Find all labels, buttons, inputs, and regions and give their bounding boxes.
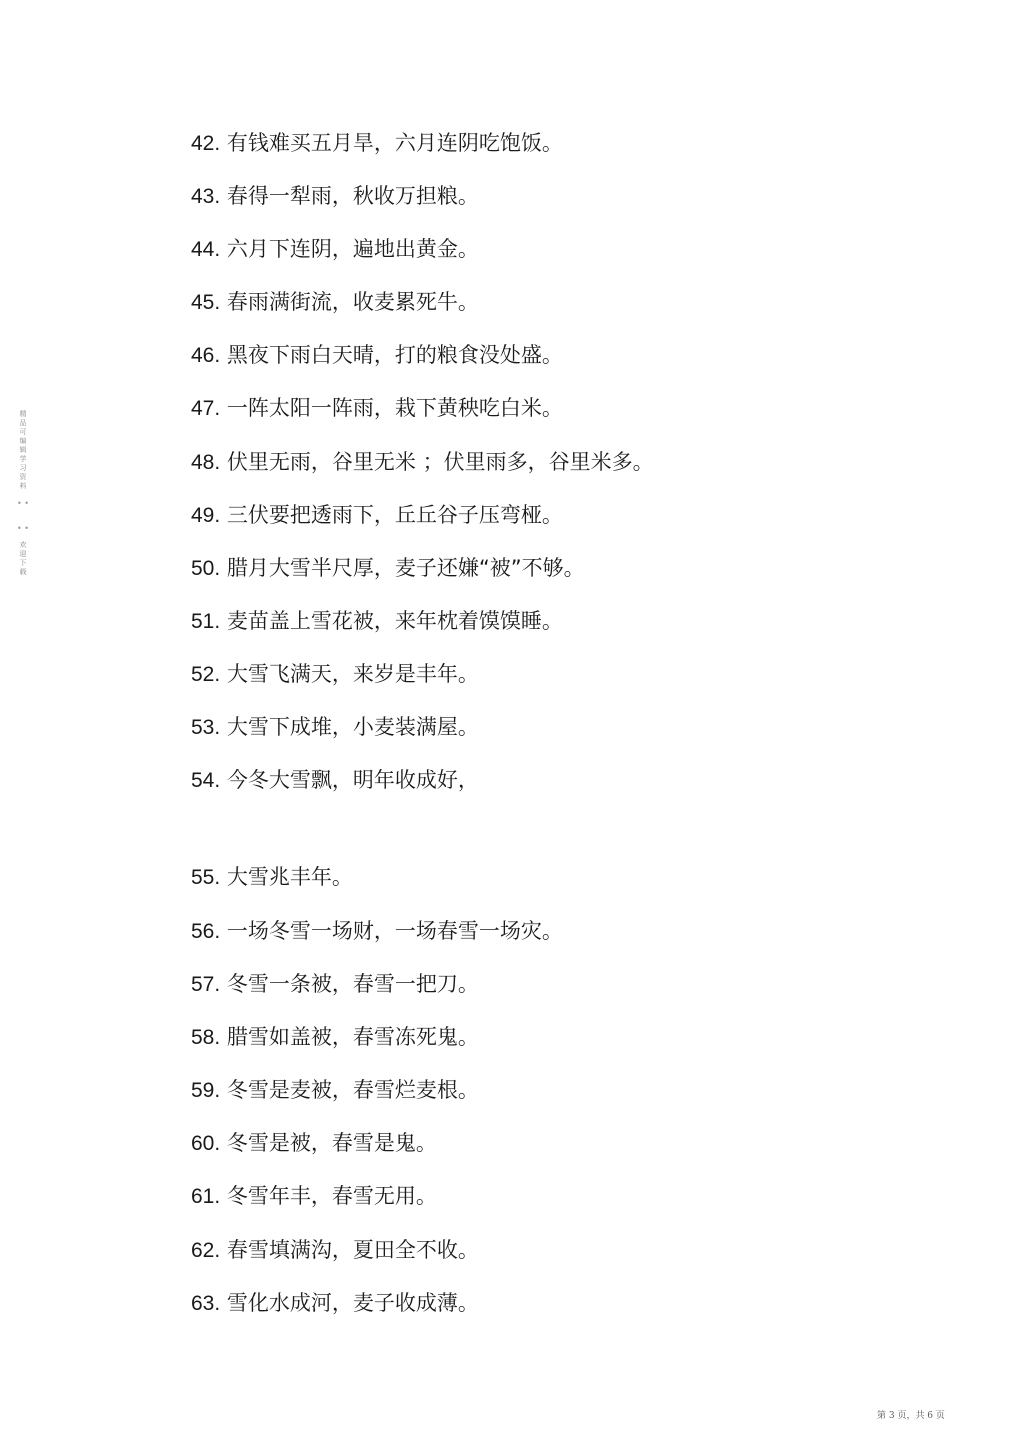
- list-item: 46. 黑夜下雨白天晴，打的粮食没处盛。: [191, 343, 563, 367]
- list-item: 48. 伏里无雨，谷里无米 ；伏里雨多，谷里米多。: [191, 450, 654, 474]
- side-watermark-top: 精品可编辑学习资料: [19, 410, 27, 490]
- list-item: 52. 大雪飞满天，来岁是丰年。: [191, 662, 479, 686]
- list-item: 54. 今冬大雪飘，明年收成好，: [191, 768, 479, 792]
- side-watermark-bottom: 欢迎下载: [19, 541, 27, 576]
- list-item: 57. 冬雪一条被，春雪一把刀。: [191, 972, 479, 996]
- side-watermark: [17, 410, 29, 577]
- list-item: 61. 冬雪年丰，春雪无用。: [191, 1184, 437, 1208]
- list-item: 51. 麦苗盖上雪花被，来年枕着馍馍睡。: [191, 609, 563, 633]
- page-footer: 第 3 页，共 6 页: [877, 1411, 945, 1421]
- list-item: 60. 冬雪是被，春雪是鬼。: [191, 1131, 437, 1155]
- list-item: 44. 六月下连阴，遍地出黄金。: [191, 237, 479, 261]
- side-watermark-dots: • • • •: [17, 499, 29, 533]
- list-item: 42. 有钱难买五月旱，六月连阴吃饱饭。: [191, 131, 563, 155]
- list-item: 53. 大雪下成堆，小麦装满屋。: [191, 715, 479, 739]
- list-item: 47. 一阵太阳一阵雨，栽下黄秧吃白米。: [191, 396, 563, 420]
- list-item: 45. 春雨满街流，收麦累死牛。: [191, 290, 479, 314]
- list-item: 58. 腊雪如盖被，春雪冻死鬼。: [191, 1025, 479, 1049]
- list-item: 50. 腊月大雪半尺厚，麦子还嫌“被”不够。: [191, 556, 585, 580]
- list-item: 63. 雪化水成河，麦子收成薄。: [191, 1291, 479, 1315]
- list-item: 49. 三伏要把透雨下，丘丘谷子压弯桠。: [191, 503, 563, 527]
- list-item: 56. 一场冬雪一场财，一场春雪一场灾。: [191, 919, 563, 943]
- list-item: 55. 大雪兆丰年。: [191, 865, 353, 889]
- list-item: 59. 冬雪是麦被，春雪烂麦根。: [191, 1078, 479, 1102]
- list-item: 43. 春得一犁雨，秋收万担粮。: [191, 184, 479, 208]
- list-item: 62. 春雪填满沟，夏田全不收。: [191, 1238, 479, 1262]
